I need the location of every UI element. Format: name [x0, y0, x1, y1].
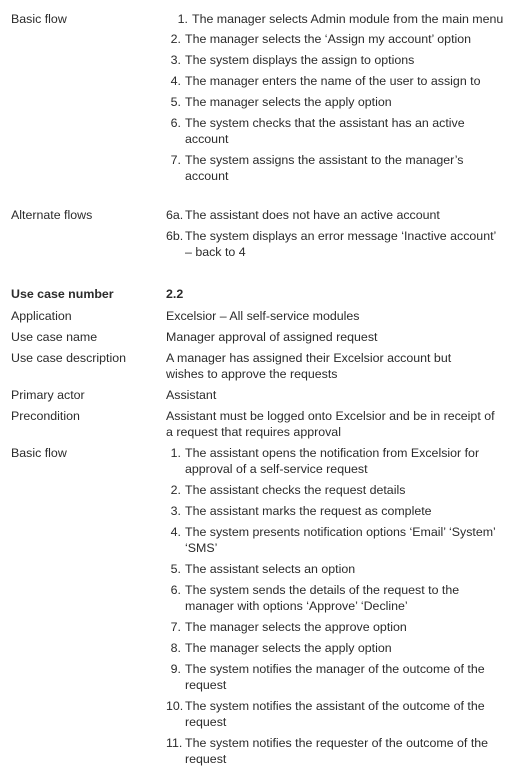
step-number: 7. — [170, 620, 181, 634]
step-number: 2. — [170, 32, 181, 46]
step-text: The system sends the details of the request to the manager with options ‘Approve’ ‘Decline’ — [185, 583, 460, 613]
step-text: The manager selects the apply option — [185, 641, 392, 655]
list-item — [166, 482, 506, 498]
step-number: 1. — [177, 12, 188, 26]
step-text: The system presents notification options ‘Email’ ‘System’ ‘SMS’ — [185, 525, 496, 555]
step-text: The system notifies the requester of the outcome of the request — [185, 736, 489, 766]
step-number: 4. — [170, 74, 181, 88]
step-number: 5. — [170, 95, 181, 109]
step-text: The system notifies the manager of the outcome of the request — [185, 662, 485, 692]
use-case-name-label: Use case name — [11, 330, 98, 344]
list-item — [170, 152, 504, 184]
step-number: 2. — [170, 483, 181, 497]
list-item — [166, 228, 504, 260]
list-item — [166, 524, 506, 556]
step-number: 7. — [170, 153, 181, 167]
alternate-flows-list — [166, 207, 504, 265]
alternate-flows-label: Alternate flows — [11, 208, 93, 222]
step-text: The system checks that the assistant has an active account — [185, 116, 465, 146]
step-number: 9. — [170, 662, 181, 676]
use-case-number-label: Use case number — [11, 287, 114, 301]
step-number: 4. — [170, 525, 181, 539]
precondition-label: Precondition — [11, 409, 80, 423]
step-text: The assistant opens the notification from Excelsior for approval of a self-service request — [185, 446, 480, 476]
step-text: The system displays the assign to options — [185, 53, 415, 67]
list-item — [166, 619, 506, 635]
use-case-number-value: 2.2 — [166, 287, 184, 301]
step-text: The manager selects Admin module from the main menu — [192, 12, 504, 26]
step-text: The assistant does not have an active account — [185, 208, 440, 222]
list-item — [170, 115, 504, 147]
step-number: 6a. — [166, 208, 184, 222]
step-number: 5. — [170, 562, 181, 576]
basic-flow-list-b — [166, 445, 506, 772]
step-number: 6. — [170, 583, 181, 597]
step-text: The manager selects the ‘Assign my account’ option — [185, 32, 472, 46]
step-text: The system displays an error message ‘Inactive account’ – back to 4 — [185, 229, 496, 259]
step-text: The assistant marks the request as complete — [185, 504, 432, 518]
list-item — [166, 503, 506, 519]
step-number: 1. — [170, 446, 181, 460]
step-number: 6b. — [166, 229, 184, 243]
use-case-name-value: Manager approval of assigned request — [166, 330, 378, 344]
primary-actor-value: Assistant — [166, 388, 217, 402]
list-item — [166, 661, 506, 693]
step-text: The assistant selects an option — [185, 562, 356, 576]
list-item — [166, 640, 506, 656]
step-number: 8. — [170, 641, 181, 655]
step-number: 10. — [166, 699, 184, 713]
basic-flow-list-a — [170, 11, 504, 189]
precondition-value: Assistant must be logged onto Excelsior and be in receipt of a request that requires approval — [166, 409, 495, 439]
basic-flow-label: Basic flow — [11, 12, 67, 26]
list-item — [166, 582, 506, 614]
application-label: Application — [11, 309, 72, 323]
step-text: The system notifies the assistant of the outcome of the request — [185, 699, 485, 729]
step-text: The assistant checks the request details — [185, 483, 406, 497]
step-text: The manager selects the apply option — [185, 95, 392, 109]
use-case-description-label: Use case description — [11, 351, 127, 365]
step-number: 6. — [170, 116, 181, 130]
list-item — [166, 698, 506, 730]
step-text: The system assigns the assistant to the manager’s account — [185, 153, 464, 183]
step-number: 3. — [170, 504, 181, 518]
list-item — [166, 735, 506, 767]
list-item — [166, 445, 506, 477]
basic-flow-label: Basic flow — [11, 446, 67, 460]
step-text: The manager enters the name of the user to assign to — [185, 74, 481, 88]
list-item — [170, 31, 504, 47]
primary-actor-label: Primary actor — [11, 388, 85, 402]
list-item — [170, 73, 504, 89]
step-number: 3. — [170, 53, 181, 67]
list-item — [170, 52, 504, 68]
list-item — [166, 561, 506, 577]
application-value: Excelsior – All self-service modules — [166, 309, 360, 323]
list-item — [170, 11, 504, 27]
step-text: The manager selects the approve option — [185, 620, 407, 634]
step-number: 11. — [166, 736, 183, 750]
list-item — [166, 207, 504, 223]
use-case-description-value: A manager has assigned their Excelsior account but wishes to approve the requests — [166, 351, 452, 381]
list-item — [170, 94, 504, 110]
